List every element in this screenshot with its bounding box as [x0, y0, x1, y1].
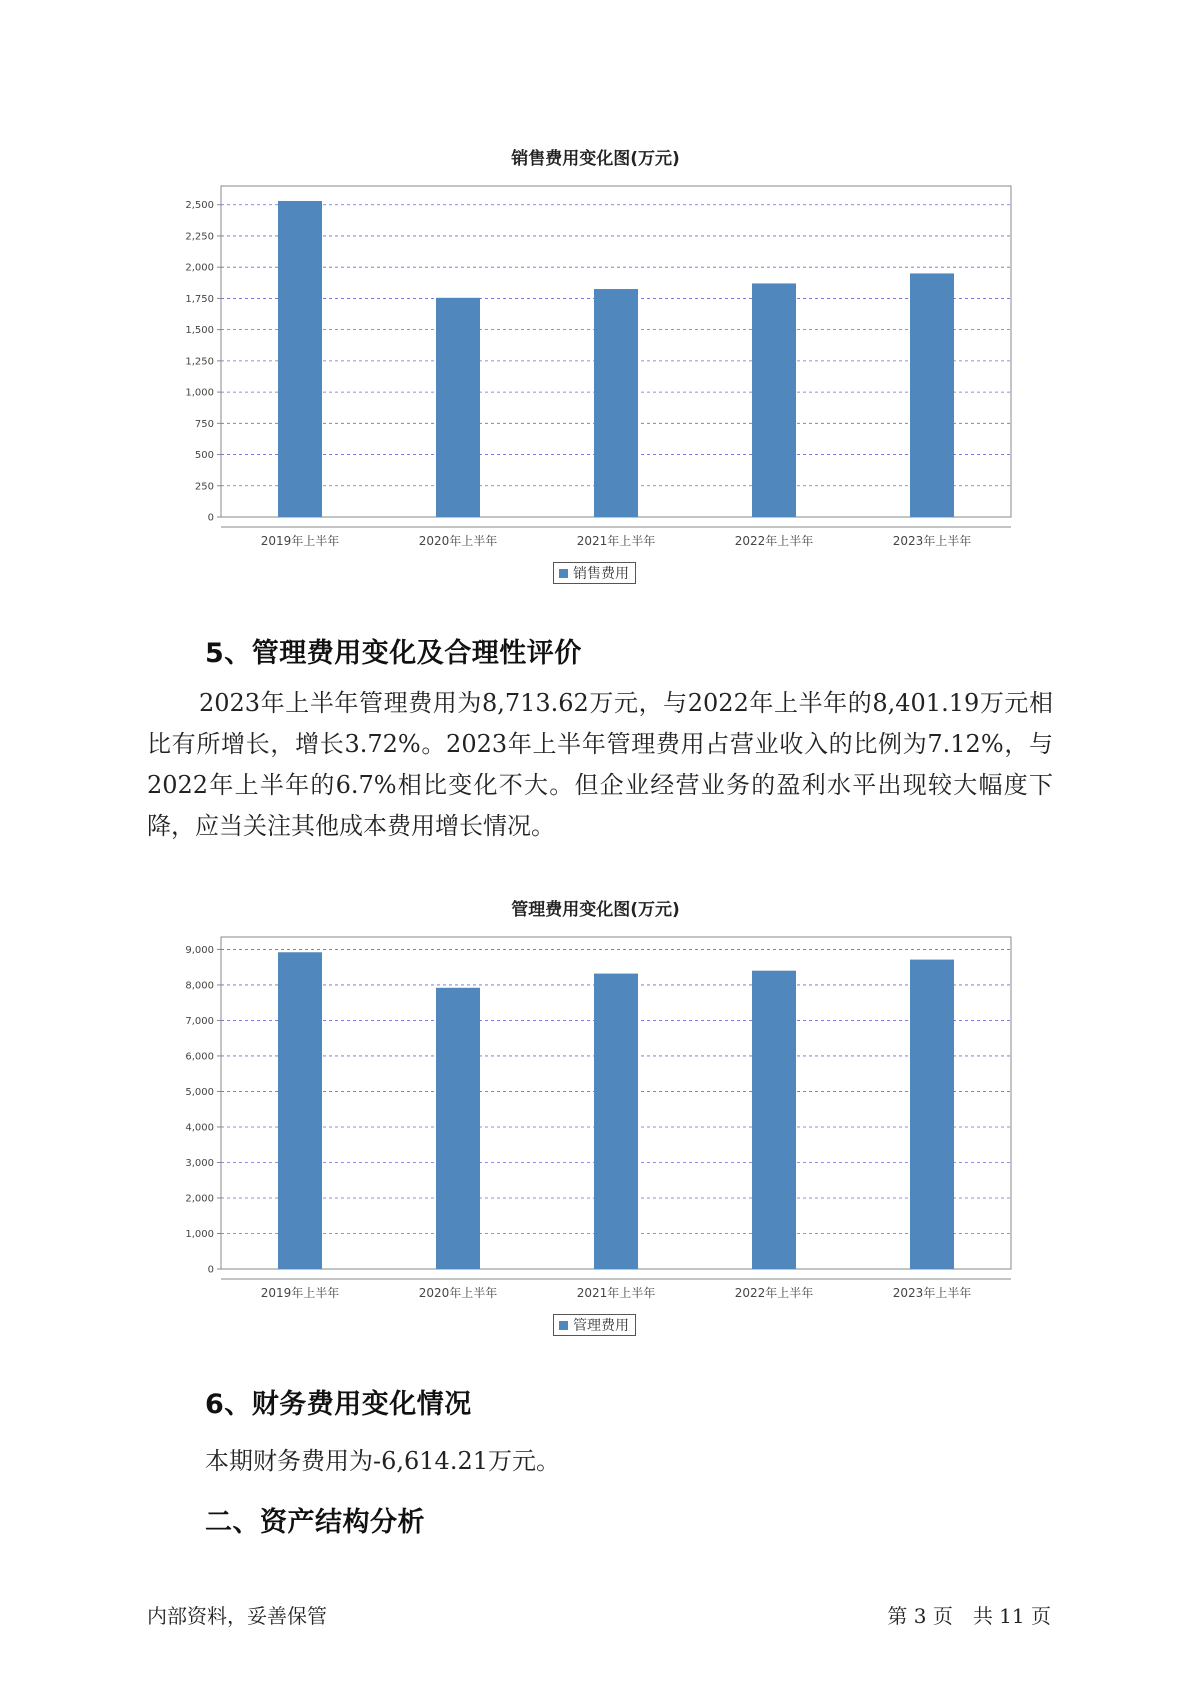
y-tick-label: 0 [207, 1264, 214, 1276]
x-tick-label: 2019年上半年 [260, 1286, 340, 1300]
y-tick-label: 1,500 [185, 325, 214, 337]
chart-legend-admin [553, 1314, 636, 1336]
x-tick-label: 2020年上半年 [418, 1286, 498, 1300]
footer-page-number: 第 3 页 共 11 页 [887, 1604, 1051, 1628]
legend-swatch [559, 1321, 568, 1330]
bar [910, 960, 954, 1269]
x-tick-label: 2022年上半年 [734, 534, 814, 548]
x-tick-label: 2021年上半年 [576, 534, 656, 548]
x-tick-label: 2020年上半年 [418, 534, 498, 548]
y-tick-label: 9,000 [185, 944, 214, 956]
legend-label: 销售费用 [573, 566, 629, 582]
y-tick-label: 1,000 [185, 1228, 214, 1240]
y-tick-label: 500 [194, 450, 214, 462]
y-tick-label: 250 [194, 481, 214, 493]
x-tick-label: 2021年上半年 [576, 1286, 656, 1300]
chart-title-sales: 销售费用变化图(万元) [511, 149, 680, 169]
section-6-heading: 6、财务费用变化情况 [205, 1389, 472, 1420]
x-tick-label: 2022年上半年 [734, 1286, 814, 1300]
y-tick-label: 0 [207, 512, 214, 524]
y-tick-label: 750 [194, 418, 214, 430]
y-tick-label: 2,000 [185, 1193, 214, 1205]
y-tick-label: 2,500 [185, 200, 214, 212]
x-tick-label: 2023年上半年 [892, 534, 972, 548]
y-tick-label: 1,250 [185, 356, 214, 368]
bar [278, 952, 322, 1269]
footer-left: 内部资料，妥善保管 [147, 1604, 327, 1628]
chart-title-admin: 管理费用变化图(万元) [511, 900, 680, 920]
section-two-heading: 二、资产结构分析 [205, 1507, 425, 1538]
y-tick-label: 5,000 [185, 1086, 214, 1098]
bar [594, 974, 638, 1269]
y-tick-label: 4,000 [185, 1122, 214, 1134]
x-tick-label: 2019年上半年 [260, 534, 340, 548]
y-tick-label: 6,000 [185, 1051, 214, 1063]
x-tick-label: 2023年上半年 [892, 1286, 972, 1300]
section-5-paragraph: 2023年上半年管理费用为8,713.62万元，与2022年上半年的8,401.19万元相比有所增长，增长3.72%。2023年上半年管理费用占营业收入的比例为7.12%，与2022年上半年的6.7%相比变化不大。但企业经营业务的盈利水平出现较大幅度下降，应当关注其他成本费用增长情况。 [147, 689, 1053, 840]
section-5-heading: 5、管理费用变化及合理性评价 [205, 638, 582, 669]
y-tick-label: 8,000 [185, 980, 214, 992]
y-tick-label: 2,000 [185, 262, 214, 274]
y-tick-label: 1,000 [185, 387, 214, 399]
section-6-paragraph: 本期财务费用为-6,614.21万元。 [205, 1447, 560, 1475]
bar [752, 971, 796, 1269]
y-tick-label: 7,000 [185, 1015, 214, 1027]
y-tick-label: 1,750 [185, 293, 214, 305]
y-tick-label: 3,000 [185, 1157, 214, 1169]
bar [436, 988, 480, 1269]
legend-label: 管理费用 [573, 1318, 629, 1334]
y-tick-label: 2,250 [185, 231, 214, 243]
